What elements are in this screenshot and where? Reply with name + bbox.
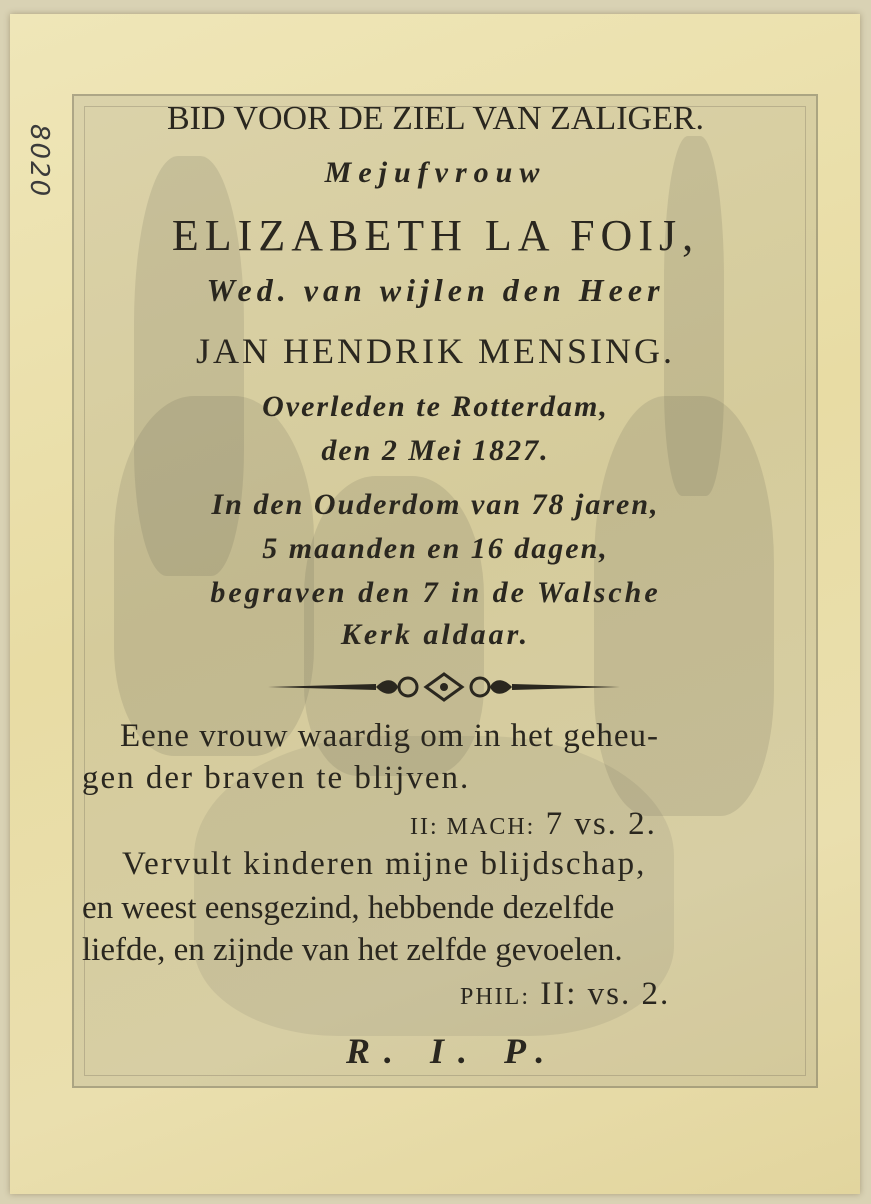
husband-name: JAN HENDRIK MENSING. — [196, 331, 675, 371]
quote-1-line-1: Eene vrouw waardig om in het geheu- — [120, 718, 659, 754]
age-line-1: In den Ouderdom van 78 jaren, — [211, 488, 660, 521]
quote-2-ref-verse: II: vs. 2. — [540, 976, 671, 1012]
header-prayer: BID VOOR DE ZIEL VAN ZALIGER. — [166, 100, 705, 137]
archive-number: 8020 — [24, 124, 54, 199]
quote-2-line-3: liefde, en zijnde van het zelfde gevoelen. — [82, 932, 623, 968]
death-place: Overleden te Rotterdam, — [262, 390, 609, 423]
quote-2-ref-book: PHIL: — [460, 984, 530, 1010]
quote-1-line-2: gen der braven te blijven. — [82, 760, 471, 796]
age-line-2: 5 maanden en 16 dagen, — [262, 532, 609, 565]
quote-1-ref-verse: 7 vs. 2. — [545, 806, 657, 842]
burial-line-2: Kerk aldaar. — [340, 618, 531, 651]
widow-line: Wed. van wijlen den Heer — [206, 272, 665, 308]
death-date: den 2 Mei 1827. — [321, 434, 550, 467]
deceased-name: ELIZABETH LA FOIJ, — [171, 211, 700, 260]
quote-2-line-2: en weest eensgezind, hebbende dezelfde — [82, 890, 615, 926]
quote-2-reference — [460, 976, 670, 1013]
title-prefix: Mejufvrouw — [324, 156, 547, 189]
quote-1-reference — [410, 806, 657, 843]
quote-2-line-1: Vervult kinderen mijne blijdschap, — [122, 846, 647, 882]
closing-rip: R. I. P. — [346, 1031, 559, 1071]
burial-line-1: begraven den 7 in de Walsche — [210, 576, 661, 609]
quote-1-ref-book: II: MACH: — [410, 814, 536, 840]
ornament-divider — [266, 670, 622, 704]
